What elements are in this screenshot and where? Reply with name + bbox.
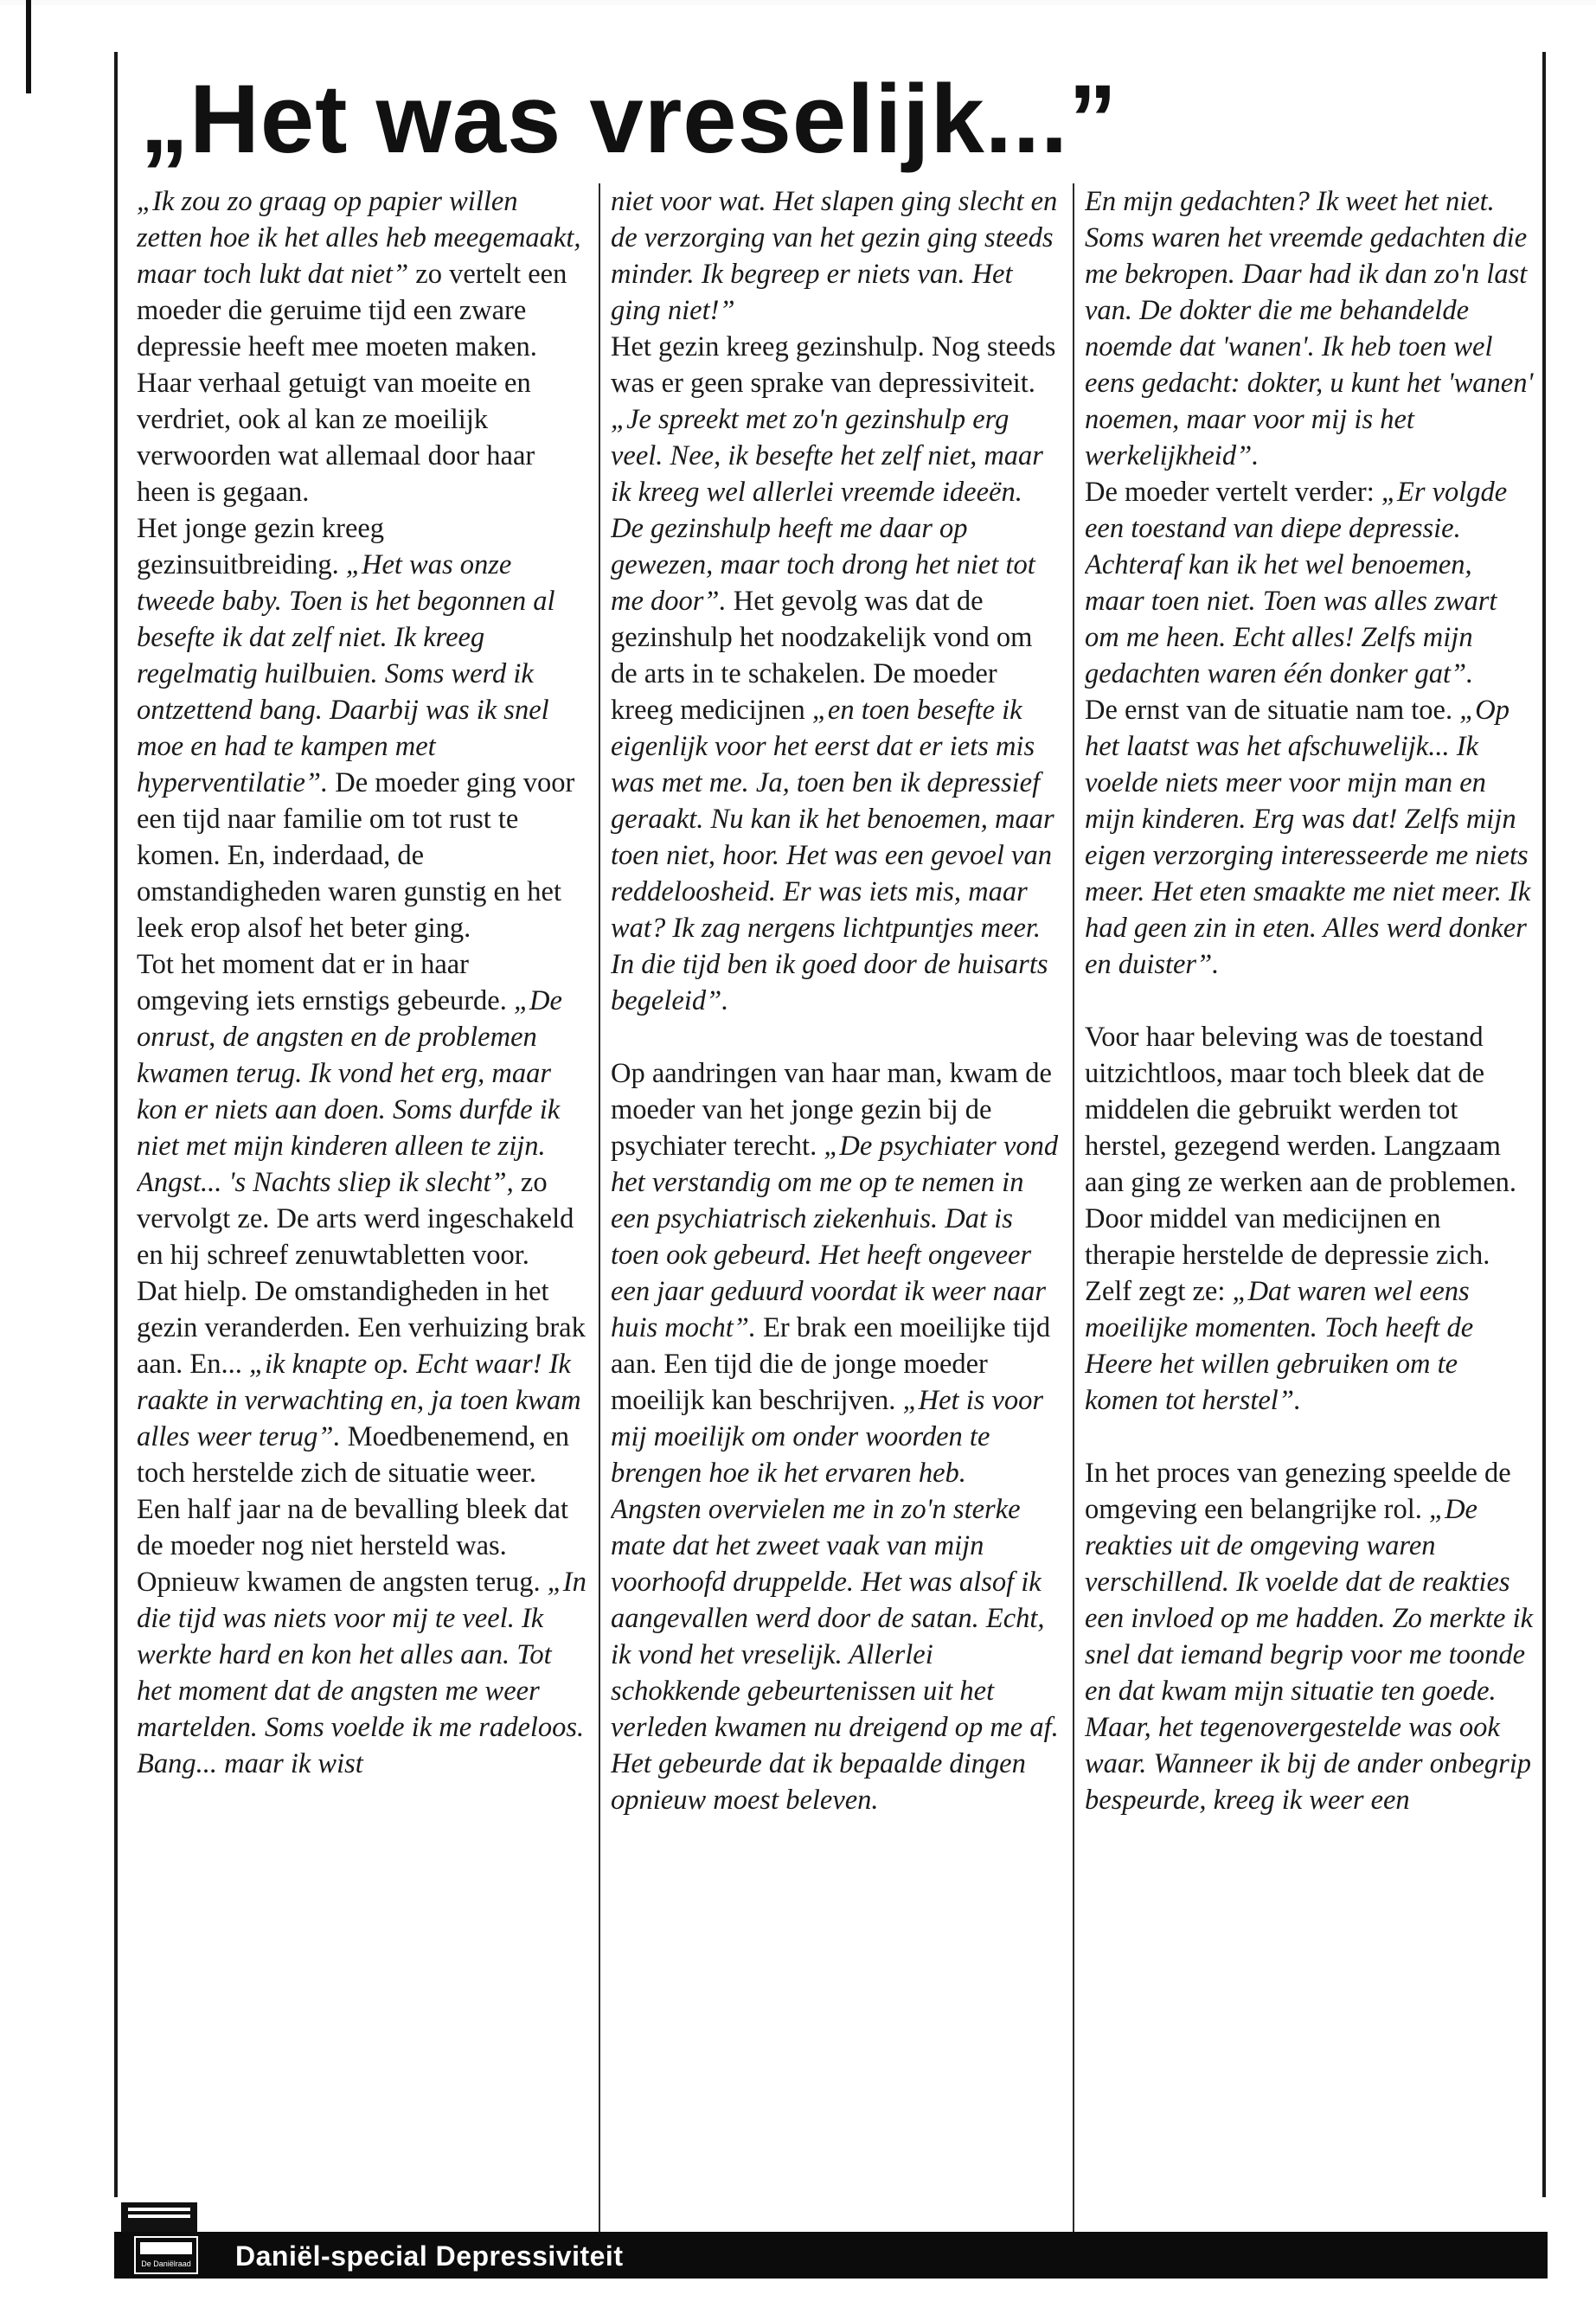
quote-text: „In die tijd was niets voor mij te veel. Ik werkte hard en kon het alles aan. Tot het moment dat de angsten me weer martelden. Soms voelde ik me radeloos. Bang... maar ik wist (137, 1567, 586, 1779)
publisher-logo-icon (116, 2199, 202, 2232)
article-column-1 (137, 183, 586, 2268)
body-text: Op aandringen van haar man, kwam de moeder van het jonge gezin bij de psychiater terecht. (611, 1058, 1052, 1162)
article-column-3 (1085, 183, 1535, 2268)
body-text: In het proces van genezing speelde de omgeving een belangrijke rol. (1085, 1458, 1511, 1525)
footer-logo-text: De Daniëlraad (141, 2259, 191, 2268)
body-text: Dat hielp. De omstandigheden in het gezin veranderden. Een verhuizing brak aan. En... (137, 1276, 586, 1380)
article-column-2 (611, 183, 1061, 2268)
article-headline: „Het was vreselijk...” (140, 65, 1118, 173)
footer-logo-tab (116, 2199, 202, 2232)
column-divider-1 (599, 183, 600, 2268)
magazine-page (114, 52, 1546, 2206)
article-paragraph (137, 1273, 586, 1564)
article-paragraph (137, 510, 586, 946)
quote-text: „en toen besefte ik eigenlijk voor het eerst dat er iets mis was met me. Ja, toen ben ik depressief geraakt. Nu kan ik het benoemen, maar toen niet, hoor. Het was een gevoel van reddeloosheid. Er was iets mis, maar wat? Ik zag nergens lichtpuntjes meer. In die tijd ben ik goed door de huisarts begeleid”. (611, 695, 1054, 1016)
quote-text: „Ik zou zo graag op papier willen zetten hoe ik het alles heb meegemaakt, maar toch lukt dat niet” (137, 186, 581, 290)
article-paragraph (137, 946, 586, 1273)
page-rule-left (114, 52, 118, 2197)
article-paragraph (1085, 474, 1535, 692)
quote-text: „Je spreekt met zo'n gezinshulp erg veel. Nee, ik besefte het zelf niet, maar ik kreeg wel allerlei vreemde ideeën. De gezinshulp heeft me daar op gewezen, maar toch drong het niet tot me door”. (611, 404, 1043, 617)
body-text: zo vertelt een moeder die geruime tijd een zware depressie heeft mee moeten maken. Haar verhaal getuigt van moeite en verdriet, ook al kan ze moeilijk verwoorden wat allemaal door haar heen is gegaan. (137, 259, 567, 508)
quote-text: „Op het laatst was het afschuwelijk... Ik voelde niets meer voor mijn man en mijn kinderen. Erg was dat! Zelfs mijn eigen verzorging interesseerde me niets meer. Het eten smaakte me niet meer. Ik had geen zin in eten. Alles werd donker en duister”. (1085, 695, 1531, 980)
article-paragraph (1085, 1455, 1535, 1818)
article-paragraph (1085, 183, 1535, 474)
body-text: Het gevolg was dat de gezinshulp het noodzakelijk vond om de arts in te schakelen. De moeder kreeg medicijnen (611, 586, 1033, 726)
quote-text: niet voor wat. Het slapen ging slecht en de verzorging van het gezin ging steeds minder. Ik begreep er niets van. Het ging niet!” (611, 186, 1058, 326)
quote-text: „Dat waren wel eens moeilijke momenten. Toch heeft de Heere het willen gebruiken om te komen tot herstel”. (1085, 1276, 1474, 1416)
article-paragraph (137, 183, 586, 510)
quote-text: „Het is voor mij moeilijk om onder woorden te brengen hoe ik het ervaren heb. Angsten overvielen me in zo'n sterke mate dat het zweet vaak van mijn voorhoofd druppelde. Het was alsof ik aangevallen werd door de satan. Echt, ik vond het vreselijk. Allerlei schokkende gebeurtenissen uit het verleden kwamen nu dreigend op me af. Het gebeurde dat ik bepaalde dingen opnieuw moest beleven. (611, 1385, 1059, 1816)
page-rule-right (1542, 52, 1546, 2197)
body-text: Tot het moment dat er in haar omgeving iets ernstigs gebeurde. (137, 949, 514, 1016)
page-footer-bar (114, 2232, 1548, 2279)
article-paragraph (611, 329, 1061, 1019)
quote-text: „De onrust, de angsten en de problemen kwamen terug. Ik vond het erg, maar kon er niets aan doen. Soms durfde ik niet met mijn kinderen alleen te zijn. Angst... 's Nachts sliep ik slecht”, (137, 985, 562, 1198)
daniel-logo-icon (133, 2235, 199, 2275)
article-paragraph (1085, 692, 1535, 983)
body-text: zo vervolgt ze. De arts werd ingeschakeld en hij schreef zenuwtabletten voor. (137, 1167, 574, 1271)
scan-edge-top (0, 0, 1596, 5)
scan-edge-left (26, 0, 31, 93)
article-columns (137, 183, 1534, 2259)
body-text: Het jonge gezin kreeg gezinsuitbreiding. (137, 513, 385, 580)
body-text: De ernst van de situatie nam toe. (1085, 695, 1460, 726)
quote-text: En mijn gedachten? Ik weet het niet. Soms waren het vreemde gedachten die me bekropen. Daar had ik dan zo'n last van. De dokter die me behandelde noemde dat 'wanen'. Ik heb toen wel eens gedacht: dokter, u kunt het 'wanen' noemen, maar voor mij is het werkelijkheid”. (1085, 186, 1534, 471)
body-text: Het gezin kreeg gezinshulp. Nog steeds was er geen sprake van depressiviteit. (611, 331, 1056, 399)
quote-text: „De psychiater vond het verstandig om me op te nemen in een psychiatrisch ziekenhuis. Dat is toen ook gebeurd. Het heeft ongeveer een jaar geduurd voordat ik weer naar huis mocht”. (611, 1131, 1059, 1343)
body-text: De moeder vertelt verder: (1085, 477, 1381, 508)
quote-text: „ik knapte op. Echt waar! Ik raakte in verwachting en, ja toen kwam alles weer terug”. (137, 1349, 581, 1452)
body-text: De moeder ging voor een tijd naar familie om tot rust te komen. En, inderdaad, de omstandigheden waren gunstig en het leek erop alsof het beter ging. (137, 767, 575, 944)
footer-publication-title: Daniël-special Depressiviteit (235, 2240, 624, 2272)
body-text: Moedbenemend, en toch herstelde zich de situatie weer. Een half jaar na de bevalling bleek dat de moeder nog niet hersteld was. (137, 1421, 570, 1561)
article-paragraph (611, 183, 1061, 329)
body-text: Opnieuw kwamen de angsten terug. (137, 1567, 548, 1598)
body-text: Voor haar beleving was de toestand uitzichtloos, maar toch bleek dat de middelen die gebruikt werden tot herstel, gezegend werden. Langzaam aan ging ze werken aan de problemen. Door middel van medicijnen en therapie herstelde de depressie zich. Zelf zegt ze: (1085, 1022, 1517, 1307)
quote-text: „De reakties uit de omgeving waren verschillend. Ik voelde dat de reakties een invloed op me hadden. Zo merkte ik snel dat iemand begrip voor me toonde en dat kwam mijn situatie ten goede. Maar, het tegenovergestelde was ook waar. Wanneer ik bij de ander onbegrip bespeurde, kreeg ik weer een (1085, 1494, 1534, 1816)
article-paragraph (137, 1564, 586, 1782)
quote-text: „Het was onze tweede baby. Toen is het begonnen al besefte ik dat zelf niet. Ik kreeg regelmatig huilbuien. Soms werd ik ontzettend bang. Daarbij was ik snel moe en had te kampen met hyperventilatie”. (137, 549, 555, 798)
body-text: Er brak een moeilijke tijd aan. Een tijd die de jonge moeder moeilijk kan beschrijven. (611, 1312, 1051, 1416)
quote-text: „Er volgde een toestand van diepe depressie. Achteraf kan ik het wel benoemen, maar toen niet. Toen was alles zwart om me heen. Echt alles! Zelfs mijn gedachten waren één donker gat”. (1085, 477, 1508, 689)
article-paragraph (1085, 1019, 1535, 1419)
column-divider-2 (1073, 183, 1074, 2268)
article-paragraph (611, 1055, 1061, 1818)
